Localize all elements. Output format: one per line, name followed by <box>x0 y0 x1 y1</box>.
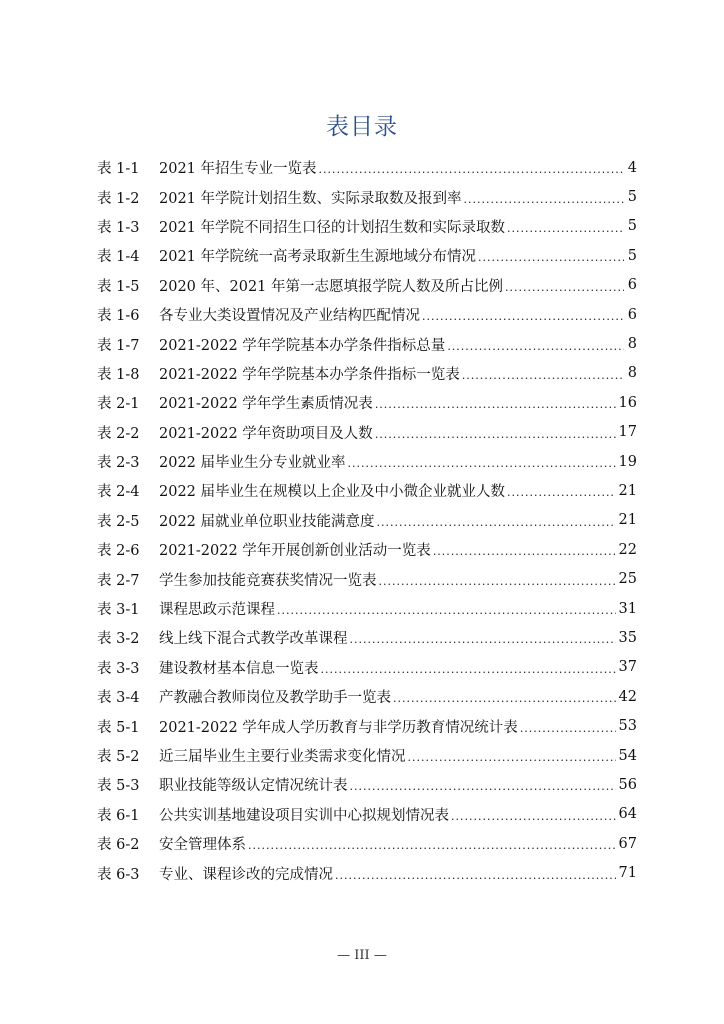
toc-page-number: 53 <box>618 718 637 735</box>
toc-page-number: 8 <box>627 365 637 382</box>
toc-title: 2021-2022 学年成人学历教育与非学历教育情况统计表 <box>159 719 518 736</box>
toc-page-number: 5 <box>627 247 637 264</box>
toc-leader-dots <box>277 604 616 617</box>
toc-page-number: 67 <box>618 835 637 852</box>
toc-leader-dots <box>375 428 616 441</box>
toc-entry[interactable] <box>97 770 637 799</box>
toc-leader-dots <box>335 869 616 882</box>
toc-page-number: 25 <box>618 571 637 588</box>
toc-label: 表 1-1 <box>97 161 140 178</box>
toc-label: 表 2-3 <box>97 455 140 472</box>
toc-leader-dots <box>478 251 624 264</box>
toc-entry[interactable] <box>97 271 637 300</box>
toc-title: 2022 届就业单位职业技能满意度 <box>159 513 375 530</box>
toc-label: 表 1-4 <box>97 249 140 266</box>
toc-leader-dots <box>433 545 616 558</box>
toc-page-number: 6 <box>627 306 637 323</box>
toc-leader-dots <box>507 222 624 235</box>
page-footer-number: — III — <box>337 948 387 963</box>
toc-title: 公共实训基地建设项目实训中心拟规划情况表 <box>159 807 449 824</box>
toc-title: 2021 年学院统一高考录取新生生源地域分布情况 <box>159 249 477 266</box>
toc-entry[interactable] <box>97 535 637 564</box>
toc-page-number: 5 <box>627 218 637 235</box>
toc-label: 表 3-1 <box>97 602 140 619</box>
toc-title: 2021 年学院计划招生数、实际录取数及报到率 <box>159 190 462 207</box>
toc-label: 表 5-1 <box>97 719 140 736</box>
toc-entry[interactable] <box>97 623 637 652</box>
toc-leader-dots <box>451 810 616 823</box>
toc-leader-dots <box>408 751 616 764</box>
toc-label: 表 2-5 <box>97 513 140 530</box>
toc-leader-dots <box>379 575 616 588</box>
toc-leader-dots <box>248 839 616 852</box>
toc-leader-dots <box>348 457 616 470</box>
toc-label: 表 2-7 <box>97 572 140 589</box>
toc-entry[interactable] <box>97 153 637 182</box>
toc-page-number: 35 <box>618 629 637 646</box>
toc-entry[interactable] <box>97 359 637 388</box>
toc-label: 表 2-4 <box>97 484 140 501</box>
toc-leader-dots <box>350 633 616 646</box>
toc-leader-dots <box>350 780 616 793</box>
toc-entry[interactable] <box>97 800 637 829</box>
toc-title: 职业技能等级认定情况统计表 <box>159 778 348 795</box>
toc-label: 表 1-8 <box>97 366 140 383</box>
toc-leader-dots <box>422 310 624 323</box>
toc-entry[interactable] <box>97 506 637 535</box>
toc-page-number: 19 <box>618 453 637 470</box>
toc-leader-dots <box>319 163 624 176</box>
page-title: 表目录 <box>326 114 398 140</box>
toc-title: 2021-2022 学年学生素质情况表 <box>159 396 373 413</box>
toc-title: 建设教材基本信息一览表 <box>159 660 319 677</box>
toc-entry[interactable] <box>97 329 637 358</box>
toc-label: 表 6-1 <box>97 807 140 824</box>
toc-page-number: 5 <box>627 189 637 206</box>
toc-title: 2021-2022 学年学院基本办学条件指标一览表 <box>159 366 460 383</box>
toc-title: 2021-2022 学年资助项目及人数 <box>159 425 373 442</box>
toc-page-number: 6 <box>627 277 637 294</box>
toc-page-number: 31 <box>618 600 637 617</box>
toc-page-number: 21 <box>618 482 637 499</box>
toc-entry[interactable] <box>97 711 637 740</box>
toc-entry[interactable] <box>97 388 637 417</box>
toc-title: 2021 年学院不同招生口径的计划招生数和实际录取数 <box>159 219 506 236</box>
toc-page-number: 8 <box>627 336 637 353</box>
toc-entry[interactable] <box>97 653 637 682</box>
toc-page-number: 56 <box>618 776 637 793</box>
table-of-contents <box>97 153 637 888</box>
toc-title: 2021-2022 学年学院基本办学条件指标总量 <box>159 337 446 354</box>
toc-entry[interactable] <box>97 418 637 447</box>
toc-title: 2022 届毕业生在规模以上企业及中小微企业就业人数 <box>159 484 506 501</box>
toc-entry[interactable] <box>97 858 637 887</box>
toc-page-number: 54 <box>618 747 637 764</box>
toc-leader-dots <box>462 369 624 382</box>
toc-entry[interactable] <box>97 300 637 329</box>
toc-leader-dots <box>375 398 616 411</box>
toc-entry[interactable] <box>97 447 637 476</box>
toc-page-number: 4 <box>627 159 637 176</box>
toc-entry[interactable] <box>97 594 637 623</box>
toc-title: 2020 年、2021 年第一志愿填报学院人数及所占比例 <box>159 278 504 295</box>
toc-leader-dots <box>377 516 616 529</box>
toc-entry[interactable] <box>97 564 637 593</box>
toc-label: 表 2-1 <box>97 396 140 413</box>
toc-entry[interactable] <box>97 241 637 270</box>
toc-title: 产教融合教师岗位及教学助手一览表 <box>159 690 391 707</box>
toc-title: 课程思政示范课程 <box>159 602 275 619</box>
toc-label: 表 5-3 <box>97 778 140 795</box>
toc-page-number: 22 <box>618 541 637 558</box>
toc-label: 表 6-2 <box>97 837 140 854</box>
toc-title: 2021 年招生专业一览表 <box>159 161 317 178</box>
toc-label: 表 5-2 <box>97 749 140 765</box>
toc-entry[interactable] <box>97 741 637 770</box>
toc-leader-dots <box>520 722 616 735</box>
toc-entry[interactable] <box>97 682 637 711</box>
toc-label: 表 1-5 <box>97 278 140 295</box>
toc-label: 表 3-2 <box>97 631 140 648</box>
toc-title: 专业、课程诊改的完成情况 <box>159 866 333 883</box>
toc-label: 表 3-3 <box>97 660 140 677</box>
toc-title: 线上线下混合式教学改革课程 <box>159 631 348 648</box>
toc-leader-dots <box>507 486 616 499</box>
toc-page-number: 71 <box>618 865 637 882</box>
toc-leader-dots <box>321 663 616 676</box>
toc-label: 表 2-2 <box>97 425 140 442</box>
toc-leader-dots <box>393 692 616 705</box>
toc-title: 近三届毕业生主要行业类需求变化情况 <box>159 749 406 765</box>
toc-title: 学生参加技能竞赛获奖情况一览表 <box>159 572 377 589</box>
toc-title: 2022 届毕业生分专业就业率 <box>159 455 346 472</box>
toc-page-number: 16 <box>618 394 637 411</box>
toc-page-number: 17 <box>618 424 637 441</box>
toc-label: 表 1-7 <box>97 337 140 354</box>
toc-entry[interactable] <box>97 829 637 858</box>
toc-page-number: 64 <box>618 806 637 823</box>
toc-page-number: 42 <box>618 688 637 705</box>
toc-entry[interactable] <box>97 182 637 211</box>
toc-label: 表 6-3 <box>97 866 140 883</box>
toc-label: 表 1-6 <box>97 308 140 325</box>
toc-page-number: 37 <box>618 659 637 676</box>
toc-label: 表 2-6 <box>97 543 140 560</box>
toc-entry[interactable] <box>97 476 637 505</box>
toc-page-number: 21 <box>618 512 637 529</box>
toc-label: 表 1-2 <box>97 190 140 207</box>
toc-leader-dots <box>447 340 624 353</box>
toc-leader-dots <box>464 193 624 206</box>
toc-title: 安全管理体系 <box>159 837 246 854</box>
toc-label: 表 1-3 <box>97 219 140 236</box>
toc-leader-dots <box>505 281 624 294</box>
toc-entry[interactable] <box>97 212 637 241</box>
toc-title: 2021-2022 学年开展创新创业活动一览表 <box>159 543 431 560</box>
toc-label: 表 3-4 <box>97 690 140 707</box>
toc-title: 各专业大类设置情况及产业结构匹配情况 <box>159 308 420 325</box>
